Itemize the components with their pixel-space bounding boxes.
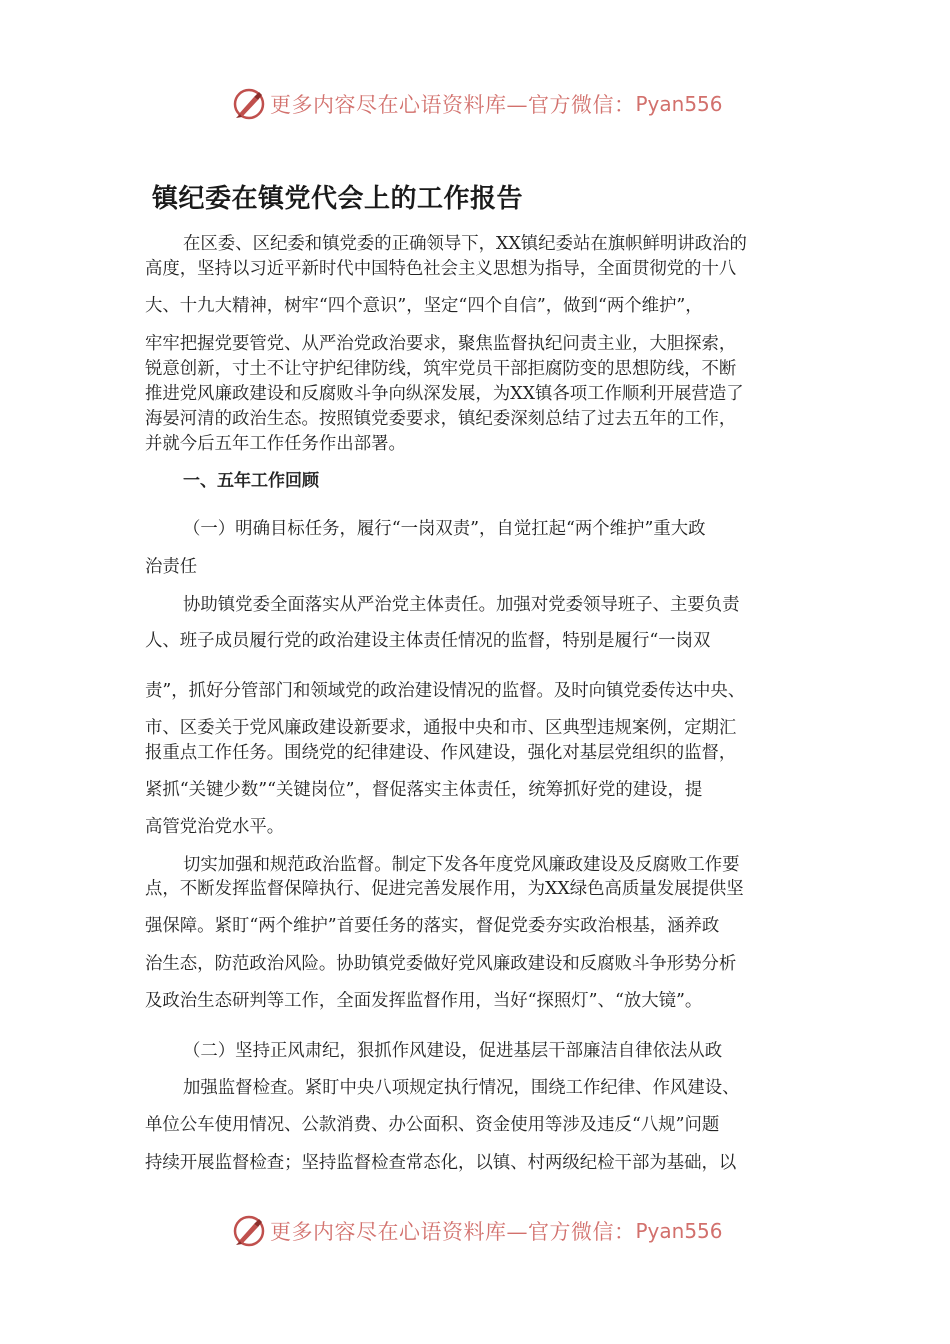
- pen-logo-icon: [232, 87, 266, 121]
- text-line: 单位公车使用情况、公款消费、办公面积、资金使用等涉及违反“八规”问题: [145, 1115, 720, 1135]
- text-line: 紧抓“关键少数”“关键岗位”，督促落实主体责任，统筹抓好党的建设，提: [145, 780, 703, 800]
- text-line: 牢牢把握党要管党、从严治党政治要求，聚焦监督执纪问责主业，大胆探索，: [145, 334, 737, 354]
- text-line: 及政治生态研判等工作，全面发挥监督作用，当好“探照灯”、“放大镜”。: [145, 991, 703, 1011]
- text-line: 市、区委关于党风廉政建设新要求，通报中央和市、区典型违规案例，定期汇: [145, 718, 737, 738]
- text-line: 报重点工作任务。围绕党的纪律建设、作风建设，强化对基层党组织的监督，: [145, 743, 737, 763]
- subsection-heading: 治责任: [145, 557, 198, 577]
- watermark-id: Pyan556: [635, 1219, 723, 1243]
- watermark-id: Pyan556: [635, 92, 723, 116]
- text-line: 治生态，防范政治风险。协助镇党委做好党风廉政建设和反腐败斗争形势分析: [145, 954, 737, 974]
- watermark-text: 更多内容尽在心语资料库—官方微信：: [270, 93, 636, 117]
- text-line: 切实加强和规范政治监督。制定下发各年度党风廉政建设及反腐败工作要: [183, 855, 740, 875]
- text-line: 在区委、区纪委和镇党委的正确领导下，XX镇纪委站在旗帜鲜明讲政治的: [183, 234, 747, 254]
- text-line: 人、班子成员履行党的政治建设主体责任情况的监督，特别是履行“一岗双: [145, 631, 711, 651]
- text-line: 高度，坚持以习近平新时代中国特色社会主义思想为指导，全面贯彻党的十八: [145, 259, 737, 279]
- text-line: 并就今后五年工作任务作出部署。: [145, 434, 406, 454]
- watermark-text: 更多内容尽在心语资料库—官方微信：: [270, 1220, 636, 1244]
- text-line: 协助镇党委全面落实从严治党主体责任。加强对党委领导班子、主要负责: [183, 595, 740, 615]
- text-line: 责”，抓好分管部门和领域党的政治建设情况的监督。及时向镇党委传达中央、: [145, 681, 746, 701]
- section-heading: 一、五年工作回顾: [183, 471, 319, 491]
- text-line: 持续开展监督检查；坚持监督检查常态化，以镇、村两级纪检干部为基础，以: [145, 1153, 737, 1173]
- text-line: 加强监督检查。紧盯中央八项规定执行情况，围绕工作纪律、作风建设、: [183, 1078, 740, 1098]
- subsection-heading: （二）坚持正风肃纪，狠抓作风建设，促进基层干部廉洁自律依法从政: [183, 1041, 723, 1061]
- text-line: 锐意创新，寸土不让守护纪律防线，筑牢党员干部拒腐防变的思想防线，不断: [145, 359, 737, 379]
- watermark-banner-top: [232, 84, 723, 124]
- pen-logo-icon: [232, 1214, 266, 1248]
- subsection-heading: （一）明确目标任务，履行“一岗双责”，自觉扛起“两个维护”重大政: [183, 519, 706, 539]
- watermark-banner-bottom: [232, 1211, 723, 1251]
- text-line: 大、十九大精神，树牢“四个意识”，坚定“四个自信”，做到“两个维护”，: [145, 296, 703, 316]
- text-line: 推进党风廉政建设和反腐败斗争向纵深发展，为XX镇各项工作顺利开展营造了: [145, 384, 744, 404]
- text-line: 点，不断发挥监督保障执行、促进完善发展作用，为XX绿色高质量发展提供坚: [145, 879, 744, 899]
- text-line: 海晏河清的政治生态。按照镇党委要求，镇纪委深刻总结了过去五年的工作，: [145, 409, 737, 429]
- text-line: 高管党治党水平。: [145, 817, 285, 837]
- text-line: 强保障。紧盯“两个维护”首要任务的落实，督促党委夯实政治根基，涵养政: [145, 916, 720, 936]
- page-title: 镇纪委在镇党代会上的工作报告: [152, 184, 524, 214]
